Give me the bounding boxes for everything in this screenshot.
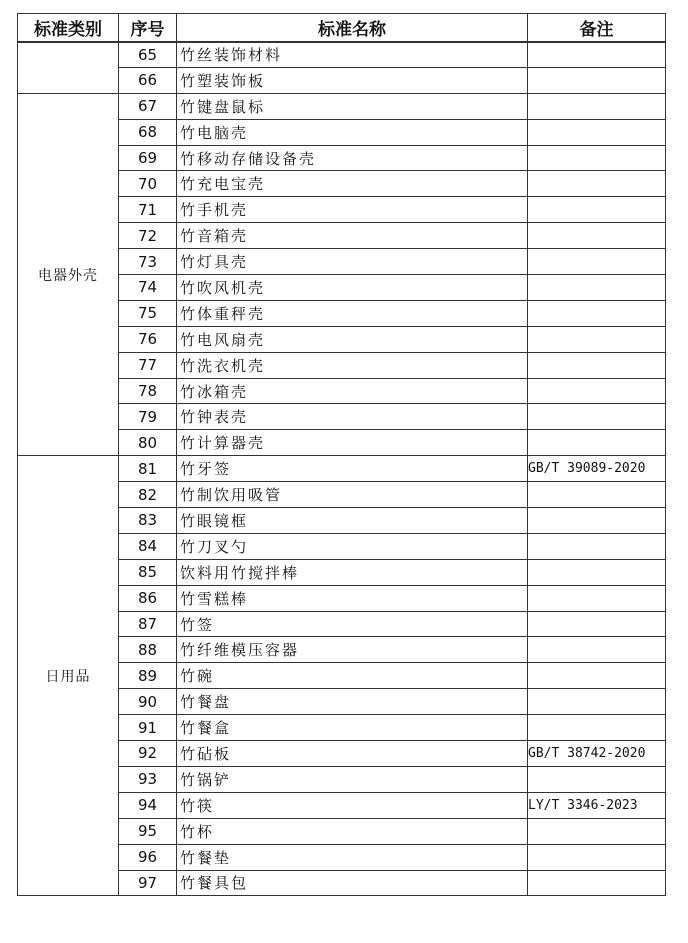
standard-name-cell: 竹丝装饰材料 xyxy=(177,42,528,68)
remarks-cell xyxy=(528,611,666,637)
standard-name-cell: 竹体重秤壳 xyxy=(177,300,528,326)
standard-name-cell: 竹冰箱壳 xyxy=(177,378,528,404)
remarks-cell xyxy=(528,689,666,715)
remarks-cell xyxy=(528,663,666,689)
remarks-cell xyxy=(528,67,666,93)
standard-name-cell: 竹电脑壳 xyxy=(177,119,528,145)
remarks-cell xyxy=(528,119,666,145)
remarks-cell xyxy=(528,430,666,456)
number-cell: 79 xyxy=(119,404,177,430)
standard-name-cell: 竹雪糕棒 xyxy=(177,585,528,611)
category-cell xyxy=(18,42,119,94)
standard-name-cell: 竹眼镜框 xyxy=(177,508,528,534)
header-standard-name: 标准名称 xyxy=(177,14,528,42)
standard-name-cell: 竹牙签 xyxy=(177,456,528,482)
standards-table xyxy=(17,13,666,896)
number-cell: 66 xyxy=(119,67,177,93)
header-remarks: 备注 xyxy=(528,14,666,42)
table-row xyxy=(18,456,666,482)
number-cell: 97 xyxy=(119,870,177,896)
standard-name-cell: 竹计算器壳 xyxy=(177,430,528,456)
standard-name-cell: 竹餐具包 xyxy=(177,870,528,896)
number-cell: 78 xyxy=(119,378,177,404)
standard-name-cell: 竹餐盘 xyxy=(177,689,528,715)
remarks-cell xyxy=(528,171,666,197)
number-cell: 70 xyxy=(119,171,177,197)
remarks-cell xyxy=(528,249,666,275)
number-cell: 67 xyxy=(119,93,177,119)
standard-name-cell: 竹钟表壳 xyxy=(177,404,528,430)
number-cell: 83 xyxy=(119,508,177,534)
number-cell: 80 xyxy=(119,430,177,456)
standard-name-cell: 竹餐盒 xyxy=(177,715,528,741)
standard-name-cell: 竹吹风机壳 xyxy=(177,275,528,301)
number-cell: 75 xyxy=(119,300,177,326)
number-cell: 81 xyxy=(119,456,177,482)
number-cell: 73 xyxy=(119,249,177,275)
standard-name-cell: 竹餐垫 xyxy=(177,844,528,870)
remarks-cell xyxy=(528,533,666,559)
number-cell: 91 xyxy=(119,715,177,741)
standard-name-cell: 竹纤维模压容器 xyxy=(177,637,528,663)
standard-name-cell: 竹刀叉勺 xyxy=(177,533,528,559)
header-row xyxy=(18,14,666,42)
number-cell: 89 xyxy=(119,663,177,689)
number-cell: 84 xyxy=(119,533,177,559)
number-cell: 93 xyxy=(119,766,177,792)
number-cell: 71 xyxy=(119,197,177,223)
standard-name-cell: 竹筷 xyxy=(177,792,528,818)
remarks-cell xyxy=(528,844,666,870)
standard-name-cell: 竹制饮用吸管 xyxy=(177,482,528,508)
remarks-cell xyxy=(528,197,666,223)
standard-name-cell: 竹充电宝壳 xyxy=(177,171,528,197)
remarks-cell xyxy=(528,637,666,663)
number-cell: 95 xyxy=(119,818,177,844)
remarks-cell xyxy=(528,404,666,430)
number-cell: 92 xyxy=(119,741,177,767)
number-cell: 72 xyxy=(119,223,177,249)
number-cell: 86 xyxy=(119,585,177,611)
remarks-cell xyxy=(528,42,666,68)
number-cell: 74 xyxy=(119,275,177,301)
remarks-cell xyxy=(528,378,666,404)
remarks-cell xyxy=(528,766,666,792)
table-body xyxy=(18,42,666,896)
standard-name-cell: 竹锅铲 xyxy=(177,766,528,792)
number-cell: 77 xyxy=(119,352,177,378)
number-cell: 65 xyxy=(119,42,177,68)
remarks-cell xyxy=(528,508,666,534)
remarks-cell xyxy=(528,300,666,326)
number-cell: 96 xyxy=(119,844,177,870)
standard-name-cell: 饮料用竹搅拌棒 xyxy=(177,559,528,585)
number-cell: 85 xyxy=(119,559,177,585)
number-cell: 76 xyxy=(119,326,177,352)
standard-name-cell: 竹砧板 xyxy=(177,741,528,767)
standard-name-cell: 竹电风扇壳 xyxy=(177,326,528,352)
remarks-cell: GB/T 38742-2020 xyxy=(528,741,666,767)
remarks-cell xyxy=(528,818,666,844)
remarks-cell: LY/T 3346-2023 xyxy=(528,792,666,818)
standard-name-cell: 竹签 xyxy=(177,611,528,637)
standard-name-cell: 竹键盘鼠标 xyxy=(177,93,528,119)
remarks-cell xyxy=(528,145,666,171)
number-cell: 94 xyxy=(119,792,177,818)
remarks-cell: GB/T 39089-2020 xyxy=(528,456,666,482)
standard-name-cell: 竹音箱壳 xyxy=(177,223,528,249)
standard-name-cell: 竹手机壳 xyxy=(177,197,528,223)
standard-name-cell: 竹塑装饰板 xyxy=(177,67,528,93)
number-cell: 69 xyxy=(119,145,177,171)
table-row xyxy=(18,42,666,68)
standard-name-cell: 竹洗衣机壳 xyxy=(177,352,528,378)
remarks-cell xyxy=(528,870,666,896)
standard-name-cell: 竹碗 xyxy=(177,663,528,689)
remarks-cell xyxy=(528,352,666,378)
remarks-cell xyxy=(528,275,666,301)
category-cell: 日用品 xyxy=(18,456,119,896)
header-number: 序号 xyxy=(119,14,177,42)
standard-name-cell: 竹移动存储设备壳 xyxy=(177,145,528,171)
number-cell: 90 xyxy=(119,689,177,715)
remarks-cell xyxy=(528,482,666,508)
standard-name-cell: 竹杯 xyxy=(177,818,528,844)
remarks-cell xyxy=(528,559,666,585)
number-cell: 88 xyxy=(119,637,177,663)
number-cell: 68 xyxy=(119,119,177,145)
remarks-cell xyxy=(528,585,666,611)
table-row xyxy=(18,93,666,119)
category-cell: 电器外壳 xyxy=(18,93,119,455)
remarks-cell xyxy=(528,326,666,352)
remarks-cell xyxy=(528,223,666,249)
number-cell: 82 xyxy=(119,482,177,508)
number-cell: 87 xyxy=(119,611,177,637)
standard-name-cell: 竹灯具壳 xyxy=(177,249,528,275)
header-category: 标准类别 xyxy=(18,14,119,42)
remarks-cell xyxy=(528,93,666,119)
remarks-cell xyxy=(528,715,666,741)
